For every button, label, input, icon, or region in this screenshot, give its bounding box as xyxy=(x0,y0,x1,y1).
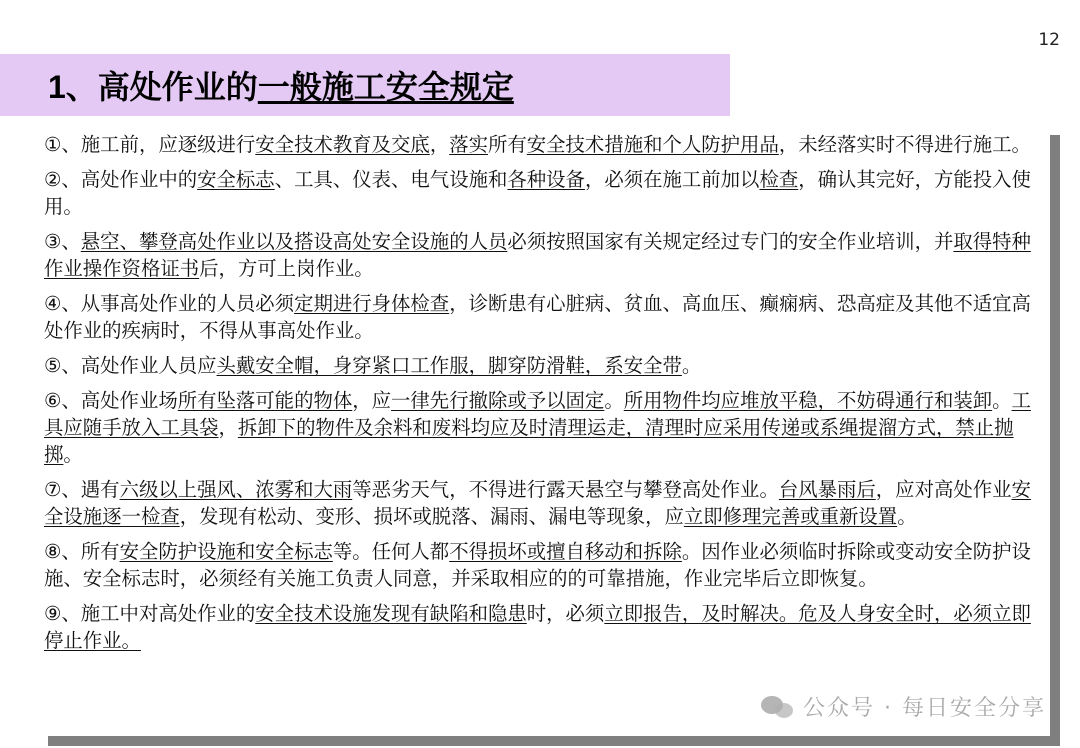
item-text: ，确认其完好，方能投入使用。 xyxy=(44,168,1031,218)
item-text: ，应 xyxy=(352,389,392,412)
underlined-text: 拆卸下的物件及余料和废料均应及时清理运走，清理时应采用传递或系绳提溜方式，禁止抛掷 xyxy=(44,416,1014,466)
item-text: 。 xyxy=(681,354,702,377)
item-text: ⑤、高处作业人员应 xyxy=(44,354,217,377)
underlined-text: 立即报告，及时解决。危及人身安全时，必须立即停止作业。 xyxy=(44,602,1031,652)
item-text: ③、 xyxy=(44,230,81,253)
item-text: ⑧、所有 xyxy=(44,540,120,563)
item-text: 后，方可上岗作业。 xyxy=(199,257,374,280)
item-text: ， xyxy=(429,133,450,156)
item-text: 必须按照国家有关规定经过专门的安全作业培训，并 xyxy=(507,230,954,253)
underlined-text: 安全标志 xyxy=(197,168,275,191)
underlined-text: 六级以上强风、浓雾和大雨 xyxy=(119,478,353,501)
item-text: 时，必须 xyxy=(526,602,605,625)
item-text: ①、施工前，应逐级进行 xyxy=(44,133,256,156)
item-text: ， xyxy=(218,416,238,439)
underlined-text: 各种设备 xyxy=(507,168,585,191)
item-text: 、工具、仪表、电气设施和 xyxy=(274,168,508,191)
title-prefix: 1、高处作业的 xyxy=(48,69,258,105)
underlined-text: 立即修理完善或重新设置 xyxy=(683,505,898,528)
watermark-text: 公众号 · 每日安全分享 xyxy=(803,696,1046,721)
item-text: ⑦、遇有 xyxy=(44,478,120,501)
item-text: ，必须在施工前加以 xyxy=(584,168,760,191)
item-text: 。因作业必须临时拆除或变动安全防护设施、安全标志时，必须经有关施工负责人同意，并采取相应的的可靠措施，作业完毕后立即恢复。 xyxy=(44,540,1031,590)
item-text: 。 xyxy=(63,443,83,466)
regulation-item xyxy=(44,600,1044,654)
title-banner xyxy=(0,54,730,116)
regulation-item xyxy=(44,476,1044,530)
underlined-text: 安全技术措施和个人防护用品 xyxy=(526,133,779,156)
underlined-text: 悬空、攀登高处作业以及搭设高处安全设施的人员 xyxy=(80,230,508,253)
underlined-text: 所用物件均应堆放平稳，不妨碍通行和装卸 xyxy=(623,389,993,412)
item-text: ，发现有松动、变形、损坏或脱落、漏雨、漏电等现象，应 xyxy=(179,505,684,528)
watermark xyxy=(761,691,1046,722)
underlined-text: 一律先行撤除或予以固定 xyxy=(391,389,605,412)
underlined-text: 工具应随手放入工具袋 xyxy=(44,389,1031,439)
page-title xyxy=(48,62,514,108)
item-text: 等恶劣天气，不得进行露天悬空与攀登高处作业。 xyxy=(352,478,779,501)
item-text: ，诊断患有心脏病、贫血、高血压、癫痫病、恐高症及其他不适宜高处作业的疾病时，不得从事高处作业。 xyxy=(44,292,1031,342)
title-underlined: 一般施工安全规定 xyxy=(257,69,514,105)
item-text: 。 xyxy=(897,505,917,528)
regulation-item xyxy=(44,228,1044,282)
underlined-text: 安全技术教育及交底 xyxy=(255,133,430,156)
item-text: ，应对高处作业 xyxy=(875,478,1012,501)
item-text: 。 xyxy=(992,389,1012,412)
item-text: 等。任何人都 xyxy=(332,540,450,563)
item-text: ⑨、施工中对高处作业的 xyxy=(44,602,256,625)
regulation-item xyxy=(44,352,1044,379)
underlined-text: 安全设施逐一检查 xyxy=(44,478,1031,528)
underlined-text: 落实 xyxy=(449,133,488,156)
underlined-text: 安全防护设施和安全标志 xyxy=(119,540,333,563)
underlined-text: 所有坠落可能的物体 xyxy=(177,389,353,412)
regulation-item xyxy=(44,538,1044,592)
regulation-item xyxy=(44,131,1044,158)
item-text: 所有 xyxy=(487,133,527,156)
underlined-text: 检查 xyxy=(759,168,799,191)
item-text: ，未经落实时不得进行施工。 xyxy=(778,133,1031,156)
underlined-text: 台风暴雨后 xyxy=(778,478,876,501)
item-text: ②、高处作业中的 xyxy=(44,168,198,191)
item-text: ④、从事高处作业的人员必须 xyxy=(44,292,295,315)
underlined-text: 不得损坏或擅自移动和拆除 xyxy=(449,540,682,563)
regulations-list xyxy=(38,125,1050,736)
wechat-icon xyxy=(761,694,795,720)
underlined-text: 定期进行身体检查 xyxy=(294,292,450,315)
item-text: 。 xyxy=(604,389,624,412)
page-number: 12 xyxy=(1038,30,1060,50)
underlined-text: 取得特种作业操作资格证书 xyxy=(44,230,1031,280)
regulation-item xyxy=(44,387,1044,468)
underlined-text: 头戴安全帽，身穿紧口工作服，脚穿防滑鞋，系安全带 xyxy=(216,354,682,377)
item-text: ⑥、高处作业场 xyxy=(44,389,178,412)
regulation-item xyxy=(44,290,1044,344)
regulation-item xyxy=(44,166,1044,220)
underlined-text: 安全技术设施发现有缺陷和隐患 xyxy=(255,602,527,625)
